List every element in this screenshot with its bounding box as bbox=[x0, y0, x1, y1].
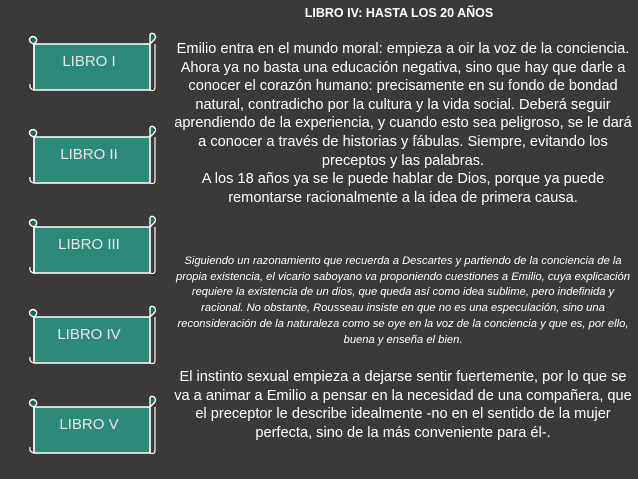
nav-item-label: LIBRO IV bbox=[57, 326, 121, 343]
vicar-text-end: . bbox=[459, 333, 463, 346]
intro-paragraph bbox=[172, 40, 634, 207]
nav-item-label: LIBRO I bbox=[62, 53, 116, 70]
nav-item-label: LIBRO V bbox=[59, 416, 119, 433]
nav-item-label: LIBRO II bbox=[60, 146, 118, 163]
intro-text: Emilio entra en el mundo moral: empieza a oir la voz de la conciencia. Ahora ya no basta una educación negativa, sino que hay que darle a conocer el corazón humano: precisamente en su fondo de bondad natural, contradicho por la cultura y la vida social. Deberá seguir aprendiendo de la experiencia, y cuando esto sea peligroso, se le dará a conocer a través de historias y fábulas. Siempre, evitando los preceptos y las palabras. bbox=[174, 41, 632, 169]
nav-item-libro-1[interactable] bbox=[28, 32, 156, 88]
nav-item-label: LIBRO III bbox=[58, 236, 120, 253]
vicar-text: Siguiendo un razonamiento que recuerda a Descartes y partiendo de la conciencia de la propia existencia, el vicario saboyano va proponiendo cuestiones a Emilio, cuya explicación requiere la existencia de un dios, que queda así como idea sublime, pero indefinida y racional. No obstante, Rousseau insiste en que no es una especulación, sino una reconsideración de la naturaleza como se oye en la voz de la conciencia y que es, por ello, buena y enseña el bien bbox=[176, 255, 630, 346]
nav-item-libro-2[interactable] bbox=[28, 125, 156, 181]
intro-text-god: A los 18 años ya se le puede hablar de Dios, porque ya puede remontarse racionalmente a la idea de primera causa. bbox=[201, 171, 605, 206]
instinct-paragraph: El instinto sexual empieza a dejarse sentir fuertemente, por lo que se va a animar a Emilio a pensar en la necesidad de una compañera, que el preceptor le describe idealmente -no en el sentido de la mujer perfecta, sino de la más conveniente para él-. bbox=[174, 369, 632, 441]
page-title: LIBRO IV: HASTA LOS 20 AÑOS bbox=[304, 6, 494, 20]
nav-item-libro-5[interactable] bbox=[28, 395, 156, 451]
vicar-paragraph bbox=[172, 254, 634, 348]
nav-item-libro-3[interactable] bbox=[28, 215, 156, 271]
nav-item-libro-4[interactable] bbox=[28, 305, 156, 361]
